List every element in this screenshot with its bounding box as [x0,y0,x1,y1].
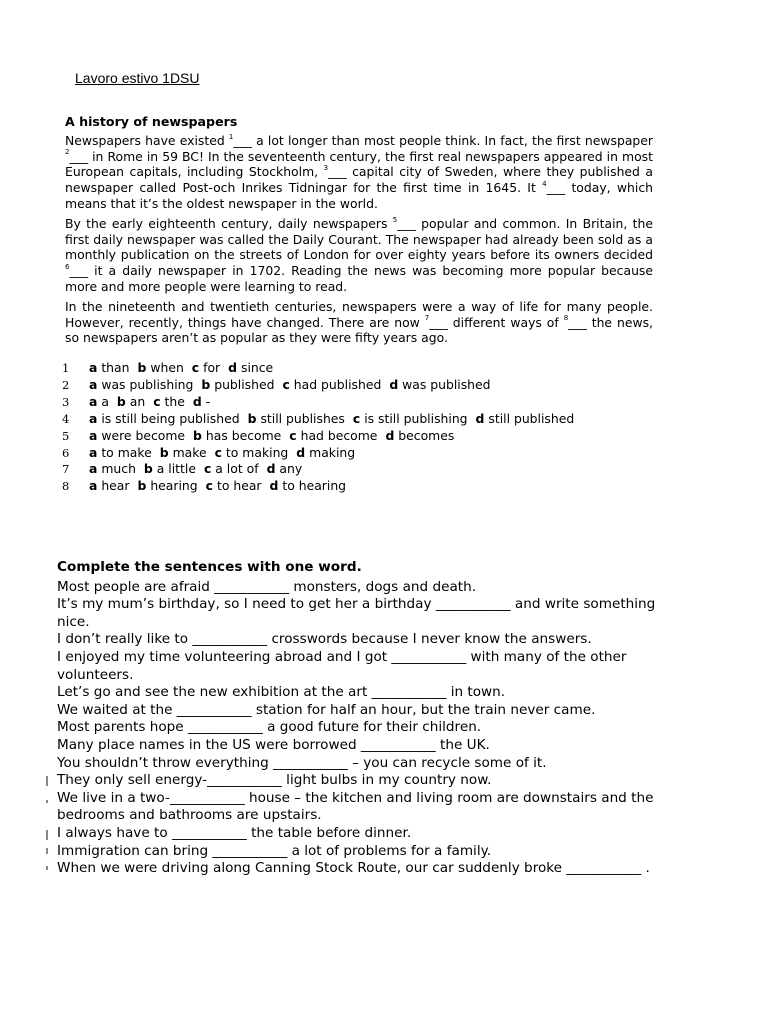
gap-number: 6 [65,263,70,272]
option-text: had become [300,427,378,443]
paragraph-text: ___ capital city of Sweden, where they published a newspaper called Post-och Inrikes Tidningar for the first time in 1645. It [65,164,653,196]
option-choice [89,394,109,411]
option-text: than [101,360,130,375]
option-text: to hear [216,478,262,494]
option-text: has become [205,427,282,443]
exercise-sentence: Immigration can bring ___________ a lot of problems for a family. [57,842,492,859]
reading-paragraph [65,133,653,212]
exercise-sentence: They only sell energy-___________ light bulbs in my country now. [57,772,492,789]
option-letter: c [203,461,212,477]
option-text: for [203,360,221,375]
option-letter: c [153,393,161,409]
option-choice [160,445,207,462]
option-choice [270,478,347,495]
gap-number: 3 [323,164,329,173]
option-text: was publishing [101,376,194,392]
paragraph-text: ___ today, which means that it’s the oldest newspaper in the world. [65,180,653,211]
option-row [62,377,702,394]
option-text: - [205,393,211,409]
option-letter: d [385,427,395,443]
option-text: to make [101,444,152,460]
option-choice [138,478,198,495]
option-letter: d [475,410,485,426]
option-choice [193,394,210,411]
option-letter: c [282,376,290,392]
option-text: still published [488,410,575,426]
option-text: since [240,360,274,375]
paragraph-text: ___ different ways of [429,314,564,330]
option-letter: c [289,427,297,443]
exercise-sentence: We waited at the ___________ station for half an hour, but the train never came. [57,701,596,718]
option-letter: a [89,427,98,443]
option-row [62,461,702,478]
exercise-sentence: I enjoyed my time volunteering abroad and I got ___________ with many of the other volunteers. [57,648,627,683]
option-letter: d [389,376,399,392]
option-row [62,394,702,411]
gap-number: 1 [228,132,234,141]
option-number: 3 [62,394,70,409]
option-choice [153,394,185,411]
option-choice [267,461,303,478]
option-choice [353,411,468,428]
reading-section [65,114,653,350]
paragraph-text: ___ it a daily newspaper in 1702. Reading the news was becoming more popular because more and more people were learning to read. [65,263,653,294]
option-choice [144,461,196,478]
paragraph-text: ___ popular and common. In Britain, the first daily newspaper was called the Daily Courant. The newspaper had already been sold as a monthly publication on the streets of London for over eighty years before its owners decided [65,215,653,263]
exercise-sentence: Most parents hope ___________ a good future for their children. [57,719,482,736]
option-letter: d [266,461,276,477]
option-text: making [309,444,356,460]
option-number: 4 [62,411,70,426]
option-letter: b [137,360,147,375]
exercise-sentence: I always have to ___________ the table before dinner. [57,824,412,841]
option-text: an [129,393,146,409]
exercise-heading: Complete the sentences with one word. [57,559,362,575]
option-choice [89,377,193,394]
option-text: to hearing [282,478,347,494]
option-letter: d [228,360,238,375]
option-text: is still publishing [364,410,468,426]
option-choice [89,428,185,445]
gap-number: 7 [424,314,430,323]
option-text: the [164,393,185,409]
option-letter: d [269,478,279,494]
exercise-sentence: You shouldn’t throw everything ___________ – you can recycle some of it. [57,754,547,771]
paragraph-text: ___ in Rome in 59 BC! In the seventeenth century, the first real newspapers appeared in most European capitals, including Stockholm, [65,148,653,180]
paragraph-text: In the nineteenth and twentieth centuries, newspapers were a way of life for many people. However, recently, things have changed. There are now [65,298,653,330]
margin-marks [46,770,54,890]
option-choice [89,461,136,478]
option-choice [192,360,220,377]
option-letter: a [89,444,98,460]
reading-text [65,133,653,346]
option-row [62,478,702,495]
option-choice [206,478,262,495]
option-number: 7 [62,462,70,477]
option-letter: c [191,360,200,375]
option-choice [117,394,145,411]
option-text: was published [402,376,491,392]
option-letter: a [89,360,98,375]
exercise-sentence: When we were driving along Canning Stock Route, our car suddenly broke ___________ . [57,860,650,877]
option-choice [248,411,345,428]
option-choice [389,377,490,394]
exercise-sentence: We live in a two-___________ house – the kitchen and living room are downstairs and the bedrooms and bathrooms are upstairs. [57,789,654,824]
exercise-sentences [57,579,657,878]
paragraph-text: By the early eighteenth century, daily newspapers [65,215,393,231]
option-number: 8 [62,479,70,494]
option-letter: b [116,393,126,409]
reading-paragraph [65,299,653,346]
option-choice [138,360,184,377]
option-text: when [150,360,184,375]
option-text: were become [101,427,186,443]
gap-number: 8 [563,314,569,323]
option-text: hear [101,478,130,494]
option-text: any [279,461,303,477]
exercise-sentence: It’s my mum’s birthday, so I need to get her a birthday ___________ and write something nice. [57,596,656,630]
option-text: a lot of [215,461,259,477]
reading-paragraph [65,216,653,295]
option-choice [215,445,289,462]
option-text: hearing [150,478,198,494]
option-letter: a [89,393,98,409]
option-choice [89,478,130,495]
option-number: 6 [62,445,70,460]
exercise-sentence: I don’t really like to ___________ crosswords because I never know the answers. [57,631,592,648]
option-choice [296,445,355,462]
option-text: much [101,461,136,477]
option-text: still publishes [260,410,345,426]
option-text: is still being published [101,410,240,426]
reading-heading: A history of newspapers [65,114,238,129]
option-letter: c [352,410,361,426]
option-letter: b [201,376,211,392]
option-letter: a [89,410,98,426]
option-choice [385,428,454,445]
option-letter: b [247,410,257,426]
option-row [62,411,702,428]
option-letter: c [205,478,214,494]
option-letter: b [143,461,153,477]
option-letter: c [214,444,222,460]
option-number: 5 [62,428,70,443]
option-text: becomes [398,427,455,443]
option-letter: b [193,427,202,443]
exercise-section [57,559,657,878]
option-choice [89,411,240,428]
option-choice [476,411,575,428]
option-number: 1 [62,361,70,375]
option-row [62,445,702,462]
option-text: to making [225,444,289,460]
option-choice [204,461,259,478]
answer-options [62,360,702,495]
option-choice [201,377,274,394]
option-choice [193,428,281,445]
option-letter: b [137,478,147,494]
option-choice [89,360,130,377]
paragraph-text: ___ the news, so newspapers aren’t as popular as they were fifty years ago. [65,314,653,346]
option-choice [228,360,273,377]
gap-number: 2 [65,148,70,157]
option-choice [289,428,377,445]
option-letter: a [89,478,98,494]
document-title: Lavoro estivo 1DSU [75,70,200,86]
option-letter: d [296,444,306,460]
paragraph-text: Newspapers have existed [65,132,229,148]
option-letter: a [89,461,98,477]
option-text: make [172,444,207,460]
gap-number: 5 [392,215,398,224]
exercise-sentence: Most people are afraid ___________ monsters, dogs and death. [57,578,477,595]
exercise-sentence: Let’s go and see the new exhibition at the art ___________ in town. [57,684,506,701]
option-text: had published [293,376,382,392]
option-choice [89,445,152,462]
option-number: 2 [62,377,70,392]
option-text: a [101,393,109,409]
option-letter: a [89,376,98,392]
option-letter: b [159,444,169,460]
option-text: a little [156,461,196,477]
gap-number: 4 [542,180,547,189]
paragraph-text: ___ a lot longer than most people think. In fact, the first newspaper [233,132,654,148]
option-text: published [214,376,275,392]
option-row [62,360,702,377]
option-choice [282,377,381,394]
exercise-sentence: Many place names in the US were borrowed ___________ the UK. [57,736,490,753]
option-row [62,428,702,445]
option-letter: d [192,393,202,409]
